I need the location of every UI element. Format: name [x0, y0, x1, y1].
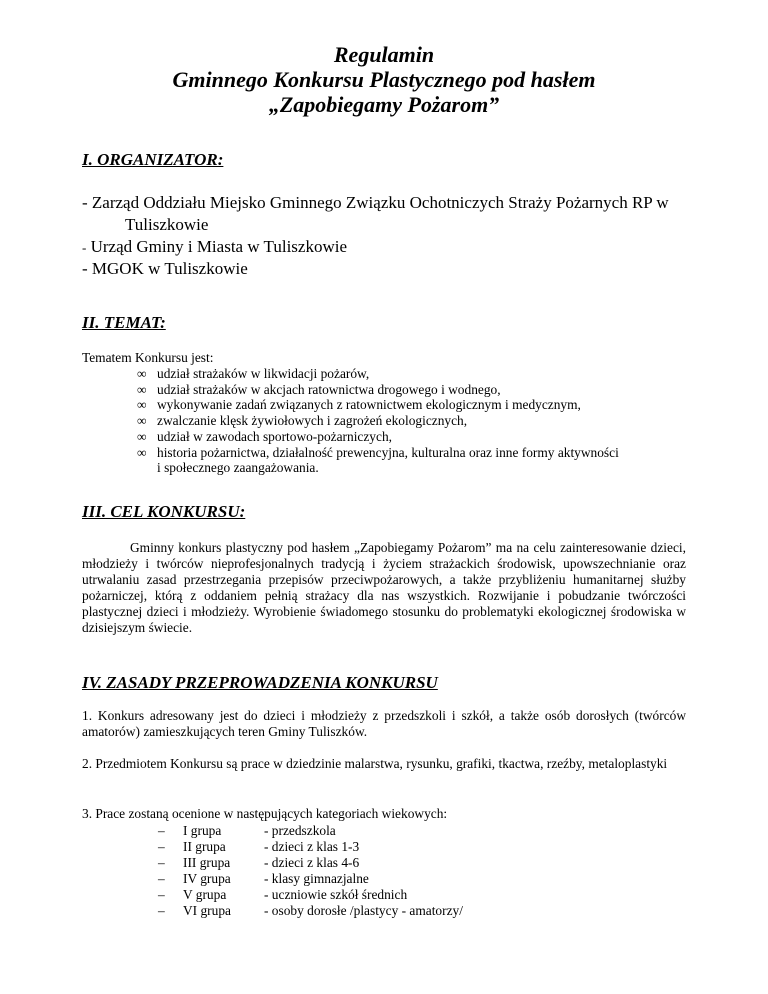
topic-intro: Tematem Konkursu jest: — [82, 350, 214, 365]
infinity-bullet-icon: ∞ — [137, 381, 147, 397]
section-heading-organizer: I. ORGANIZATOR: — [82, 150, 224, 169]
title-regulamin: Regulamin — [333, 42, 435, 67]
category-desc: - uczniowie szkół średnich — [264, 887, 408, 902]
topic-item: ∞ udział strażaków w akcjach ratownictwa drogowego i wodnego, — [137, 381, 501, 397]
rules-point-3: 3. Prace zostaną ocenione w następujących kategoriach wiekowych: — [82, 806, 448, 821]
organizer-item-2-text: Urząd Gminy i Miasta w Tuliszkowie — [90, 237, 347, 256]
title-contest-name: Gminnego Konkursu Plastycznego pod hasłem — [172, 67, 596, 92]
topic-list — [82, 366, 702, 476]
infinity-bullet-icon: ∞ — [137, 428, 147, 444]
category-group: I grupa — [183, 823, 222, 838]
topic-item: ∞ zwalczanie klęsk żywiołowych i zagrożeń ekologicznych, — [137, 413, 468, 429]
dash-icon: – — [158, 871, 165, 886]
organizer-item-1-cont: Tuliszkowie — [125, 215, 209, 234]
category-row — [0, 903, 768, 919]
title-slogan: „Zapobiegamy Pożarom” — [268, 92, 500, 117]
dash-icon: – — [158, 839, 165, 854]
organizer-item-2 — [82, 237, 347, 258]
category-desc: - przedszkola — [264, 823, 336, 838]
organizer-item-3: - MGOK w Tuliszkowie — [82, 259, 248, 278]
organizer-item-1: - Zarząd Oddziału Miejsko Gminnego Związku Ochotniczych Straży Pożarnych RP w — [82, 193, 669, 212]
category-row — [0, 855, 768, 871]
infinity-bullet-icon: ∞ — [137, 413, 147, 429]
section-heading-goal: III. CEL KONKURSU: — [82, 502, 246, 521]
category-row — [0, 839, 768, 855]
category-row — [0, 887, 768, 903]
rules-point-1: 1. Konkurs adresowany jest do dzieci i młodzieży z przedszkoli i szkół, a także osób dorosłych (twórców amatorów) zamieszkujących teren Gminy Tuliszków. — [82, 708, 686, 739]
category-group: III grupa — [183, 855, 231, 870]
infinity-bullet-icon: ∞ — [137, 366, 147, 381]
category-desc: - osoby dorosłe /plastycy - amatorzy/ — [264, 903, 463, 918]
category-desc: - dzieci z klas 1-3 — [264, 839, 360, 854]
infinity-bullet-icon: ∞ — [137, 444, 147, 460]
goal-paragraph: Gminny konkurs plastyczny pod hasłem „Zapobiegamy Pożarom” ma na celu zainteresowanie dzieci, młodzieży i twórców nieprofesjonalnych tradycją i życiem strażackich środowisk, upowszechnianie oraz utrwalaniu zasad przestrzegania przepisów przeciwpożarowych, a także przybliżeniu humanitarnej służby pożarniczej, którą z oddaniem pełnią strażacy dla nas wszystkich. Rozwijanie i pobudzanie twórczości plastycznej dzieci i młodzieży. Wyrobienie świadomego stosunku do problematyki ekologicznej środowiska w dzisiejszym świecie. — [82, 540, 686, 635]
dash-icon: – — [158, 855, 165, 870]
category-group: IV grupa — [183, 871, 231, 886]
topic-item: ∞ udział strażaków w likwidacji pożarów, — [137, 366, 370, 381]
section-heading-topic: II. TEMAT: — [82, 313, 166, 332]
organizer-item-2-dash: - — [82, 240, 87, 255]
category-group: VI grupa — [183, 903, 231, 918]
topic-item: ∞ udział w zawodach sportowo-pożarniczych, — [137, 428, 392, 444]
topic-item: ∞ wykonywanie zadań związanych z ratownictwem ekologicznym i medycznym, — [137, 397, 581, 413]
category-group: II grupa — [183, 839, 226, 854]
dash-icon: – — [158, 887, 165, 902]
category-desc: - klasy gimnazjalne — [264, 871, 369, 886]
category-group: V grupa — [183, 887, 227, 902]
dash-icon: – — [158, 823, 165, 838]
category-row — [0, 823, 768, 839]
dash-icon: – — [158, 903, 165, 918]
topic-item: ∞ historia pożarnictwa, działalność prewencyjna, kulturalna oraz inne formy aktywności i społecznego zaangażowania. — [137, 444, 619, 476]
category-row — [0, 871, 768, 887]
section-heading-rules: IV. ZASADY PRZEPROWADZENIA KONKURSU — [82, 673, 438, 692]
infinity-bullet-icon: ∞ — [137, 397, 147, 413]
category-desc: - dzieci z klas 4-6 — [264, 855, 360, 870]
rules-point-2: 2. Przedmiotem Konkursu są prace w dziedzinie malarstwa, rysunku, grafiki, tkactwa, rzeźby, metaloplastyki — [82, 756, 668, 771]
